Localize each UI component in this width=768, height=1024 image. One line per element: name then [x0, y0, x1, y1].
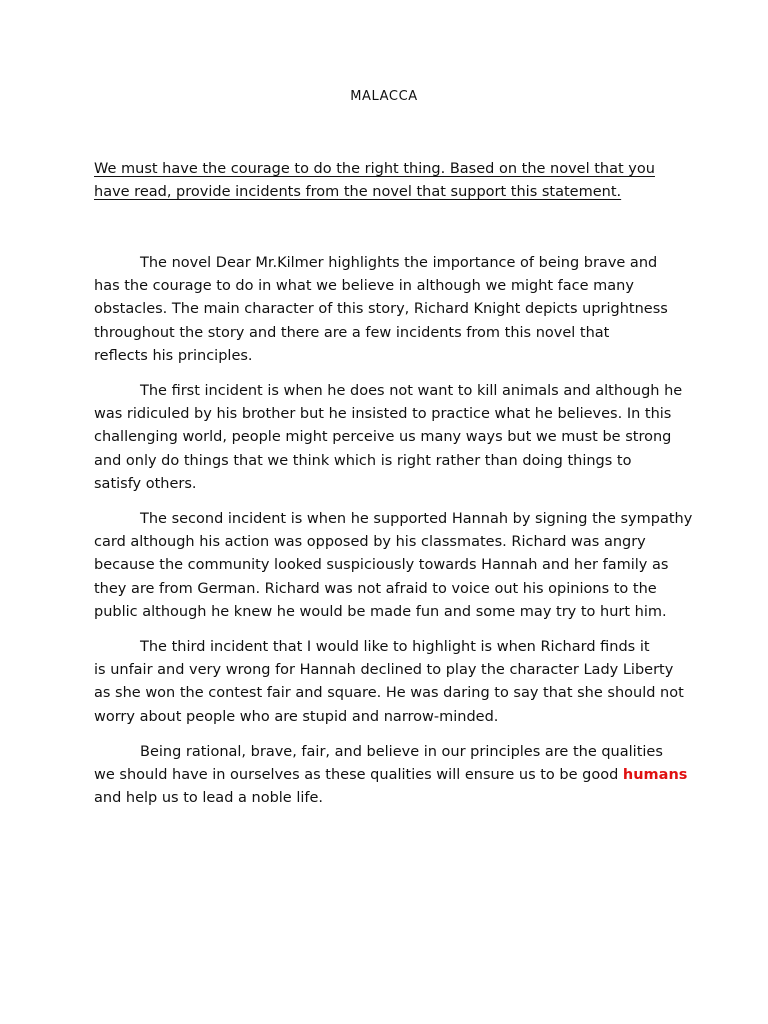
- paragraph-introduction: [94, 252, 684, 368]
- paragraph-line: because the community looked suspiciously towards Hannah and her family as: [94, 557, 669, 574]
- paragraph-line: challenging world, people might perceive us many ways but we must be strong: [94, 429, 672, 446]
- paragraph-second-incident: [94, 508, 693, 624]
- paragraph-line: The first incident is when he does not want to kill animals and although he: [140, 383, 683, 400]
- paragraph-conclusion: [94, 741, 688, 811]
- paragraph-line: Being rational, brave, fair, and believe in our principles are the qualities: [140, 743, 663, 760]
- highlighted-word: humans: [622, 767, 688, 784]
- paragraph-line: public although he knew he would be made fun and some may try to hurt him.: [94, 603, 667, 620]
- paragraph-line: The third incident that I would like to highlight is when Richard finds it: [140, 639, 650, 656]
- essay-body: [94, 252, 693, 822]
- conclusion-text: we should have in ourselves as these qualities will ensure us to be good: [94, 767, 623, 784]
- paragraph-line: card although his action was opposed by his classmates. Richard was angry: [94, 534, 646, 551]
- paragraph-line: throughout the story and there are a few incidents from this novel that: [94, 324, 610, 341]
- paragraph-line: and help us to lead a noble life.: [94, 790, 324, 807]
- paragraph-line: and only do things that we think which is right rather than doing things to: [94, 452, 632, 469]
- paragraph-line: The novel Dear Mr.Kilmer highlights the importance of being brave and: [140, 255, 658, 271]
- paragraph-line: The second incident is when he supported Hannah by signing the sympathy: [140, 511, 693, 528]
- question-line: We must have the courage to do the right thing. Based on the novel that you: [94, 161, 655, 177]
- question-line: have read, provide incidents from the novel that support this statement.: [94, 184, 622, 200]
- paragraph-line: was ridiculed by his brother but he insisted to practice what he believes. In this: [94, 406, 672, 423]
- paragraph-line: obstacles. The main character of this story, Richard Knight depicts uprightness: [94, 301, 668, 318]
- paragraph-third-incident: [94, 636, 684, 729]
- document-title: MALACCA: [350, 89, 418, 104]
- paragraph-line: they are from German. Richard was not afraid to voice out his opinions to the: [94, 580, 657, 597]
- paragraph-line: is unfair and very wrong for Hannah declined to play the character Lady Liberty: [94, 662, 674, 679]
- paragraph-line: reflects his principles.: [94, 347, 253, 364]
- paragraph-first-incident: [94, 380, 684, 496]
- paragraph-line: worry about people who are stupid and narrow-minded.: [94, 708, 499, 725]
- paragraph-line: has the courage to do in what we believe in although we might face many: [94, 278, 634, 295]
- paragraph-line: as she won the contest fair and square. He was daring to say that she should not: [94, 685, 684, 702]
- paragraph-line: [94, 764, 688, 787]
- essay-question: [94, 158, 684, 204]
- paragraph-line: satisfy others.: [94, 475, 197, 492]
